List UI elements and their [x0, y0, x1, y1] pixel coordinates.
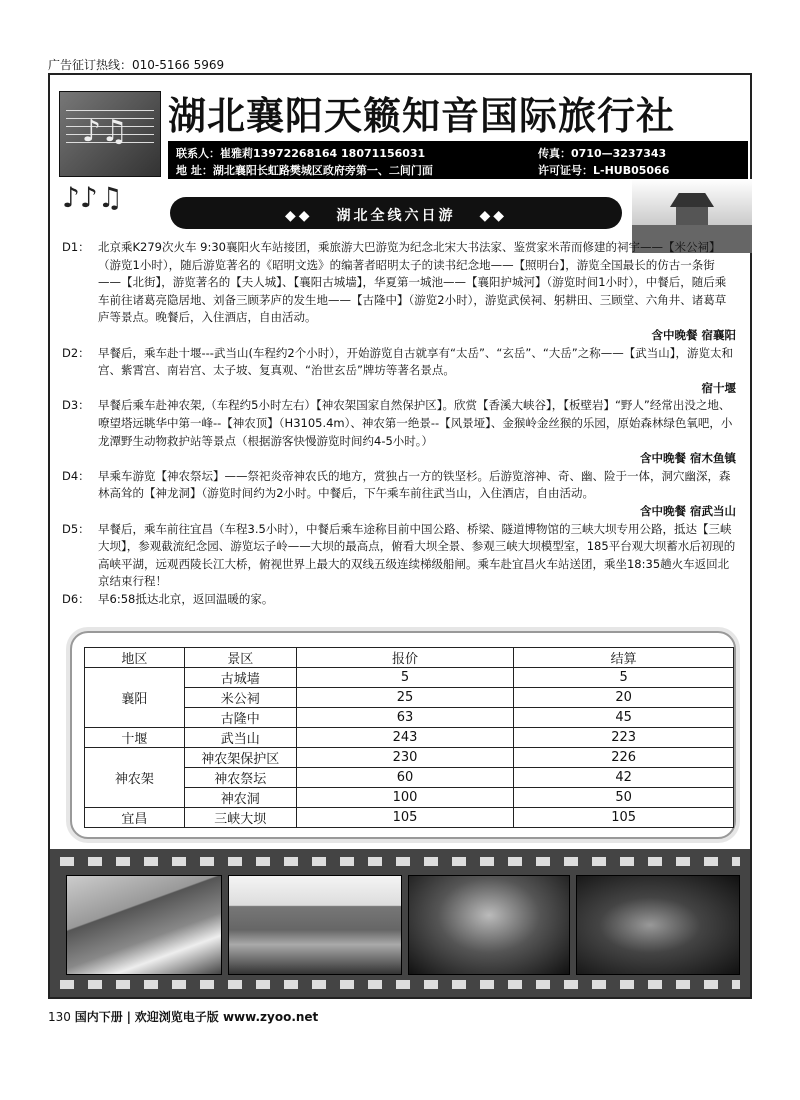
address: 地 址：湖北襄阳长虹路樊城区政府旁第一、二间门面: [176, 164, 433, 177]
meal-lodging: 含中晚餐 宿襄阳: [651, 327, 736, 342]
table-row: 米公祠 25 20: [85, 688, 734, 708]
meal-lodging: 含中晚餐 宿武当山: [639, 503, 736, 518]
itinerary-day: D2： 早餐后，乘车赴十堰---武当山(车程约2个小时），开始游览自古就享有“太岳”、“玄岳”、“大岳”之称——【武当山】，游览太和宫、紫霄宫、南岩宫、太子坡、复真观、“治世玄岳”牌坊等著名景点。: [62, 345, 733, 378]
itinerary-day: D6： 早6:58抵达北京，返回温暖的家。: [62, 591, 274, 606]
itinerary-day: D3： 早餐后乘车赴神农架,（车程约5小时左右）【神农架国家自然保护区】。欣赏【香溪大峡谷】，【板壁岩】“野人”经常出没之地、嘹望塔远眺华中第一峰--【神农顶】（H3105.4m）、神农第一绝景--【风景垭】、金猴岭金丝猴的乐园，原始森林绿色氧吧，小龙潭野生动物救护站等景点（根据游客快慢游览时间约4-5小时。）: [62, 398, 733, 448]
diamond-icon: ◆◆: [284, 208, 313, 224]
contact-bar: [168, 141, 748, 179]
price-table: [84, 647, 734, 828]
table-row: 古隆中 63 45: [85, 708, 734, 728]
column-header: 报价: [296, 648, 514, 668]
column-header: 景区: [184, 648, 296, 668]
page-footer: [48, 1008, 318, 1025]
table-row: 神农祭坛 60 42: [85, 768, 734, 788]
table-row: 神农架 神农架保护区 230 226: [85, 748, 734, 768]
region-cell: 襄阳: [85, 668, 185, 728]
dam-photo: [66, 875, 222, 975]
ad-frame: [48, 73, 752, 999]
meal-lodging: 宿十堰: [701, 380, 736, 395]
archway-photo: [408, 875, 570, 975]
music-notes-icon: ♪♫: [59, 91, 161, 177]
meal-lodging: 含中晚餐 宿木鱼镇: [639, 451, 736, 466]
price-table-panel: [70, 631, 736, 839]
music-notes-decoration-icon: ♪♪♫: [62, 181, 123, 214]
column-header: 结算: [514, 648, 734, 668]
cave-photo: [576, 875, 740, 975]
itinerary-day: D4： 早乘车游览【神农祭坛】——祭祀炎帝神农氏的地方，赏独占一方的铁坚杉。后游览溶神、奇、幽、险于一体，洞穴幽深，森林高耸的【神龙洞】（游览时间约为2小时。中餐后，下午乘车前往武当山，入住酒店，自由活动。: [62, 468, 731, 501]
region-cell: 宜昌: [85, 808, 185, 828]
region-cell: 神农架: [85, 748, 185, 808]
table-row: 十堰 武当山 243 223: [85, 728, 734, 748]
itinerary-day: D5： 早餐后，乘车前往宜昌（车程3.5小时），中餐后乘车途称目前中国公路、桥梁、隧道博物馆的三峡大坝专用公路，抵达【三峡大坝】，参观截流纪念园、游览坛子岭——大坝的最高点，俯看大坝全景、参观三峡大坝模型室，185平台观大坝蓄水后初现的高峡平湖，远观西陵长江大桥，俯视世界上最大的双线五级连续梯级船闸。乘车赴宜昌火车站送团，乘坐18:35趟火车返回北京结束行程！: [62, 521, 736, 589]
table-row: 襄阳 古城墙 5 5: [85, 668, 734, 688]
page-number: 130: [48, 1010, 71, 1024]
tour-title: 湖北全线六日游: [336, 208, 456, 224]
table-row: 宜昌 三峡大坝 105 105: [85, 808, 734, 828]
ad-hotline: 广告征订热线：010-5166 5969: [48, 58, 225, 72]
city-wall-photo: [228, 875, 402, 975]
tour-title-banner: [170, 197, 622, 229]
itinerary-day: D1： 北京乘K279次火车 9:30襄阳火车站接团，乘旅游大巴游览为纪念北宋大书法家、鉴赏家米芾而修建的祠宇——【米公祠】（游览1小时），随后游览著名的《昭明文选》的编著者昭明太子的读书纪念地——【照明台】，游览全国最长的仿古一条街——【北街】，游览著名的【夫人城】、【襄阳古城墙】，华夏第一城池——【襄阳护城河】（游览时间1小时），中餐后，随后乘车前往诸葛亮隐居地、刘备三顾茅庐的发生地——【古隆中】（游览2小时），游览武侯祠、躬耕田、三顾堂、六角井、诸葛草庐等景点。晚餐后，入住酒店，自由活动。: [62, 240, 727, 325]
table-header-row: [85, 648, 734, 668]
itinerary: [50, 239, 750, 608]
region-cell: 十堰: [85, 728, 185, 748]
diamond-icon: ◆◆: [479, 208, 508, 224]
separator: |: [126, 1010, 131, 1024]
photo-filmstrip: [50, 849, 750, 997]
column-header: 地区: [85, 648, 185, 668]
contact-person: 联系人：崔雅莉13972268164 18071156031: [176, 147, 426, 160]
slogan: 欢迎浏览电子版 www.zyoo.net: [134, 1010, 319, 1024]
agency-name: 湖北襄阳天籁知音国际旅行社: [168, 94, 676, 138]
section-name: 国内下册: [74, 1010, 123, 1024]
fax: 传真：0710—3237343: [538, 147, 667, 160]
table-row: 神农洞 100 50: [85, 788, 734, 808]
license-number: 许可证号：L-HUB05066: [538, 164, 670, 177]
